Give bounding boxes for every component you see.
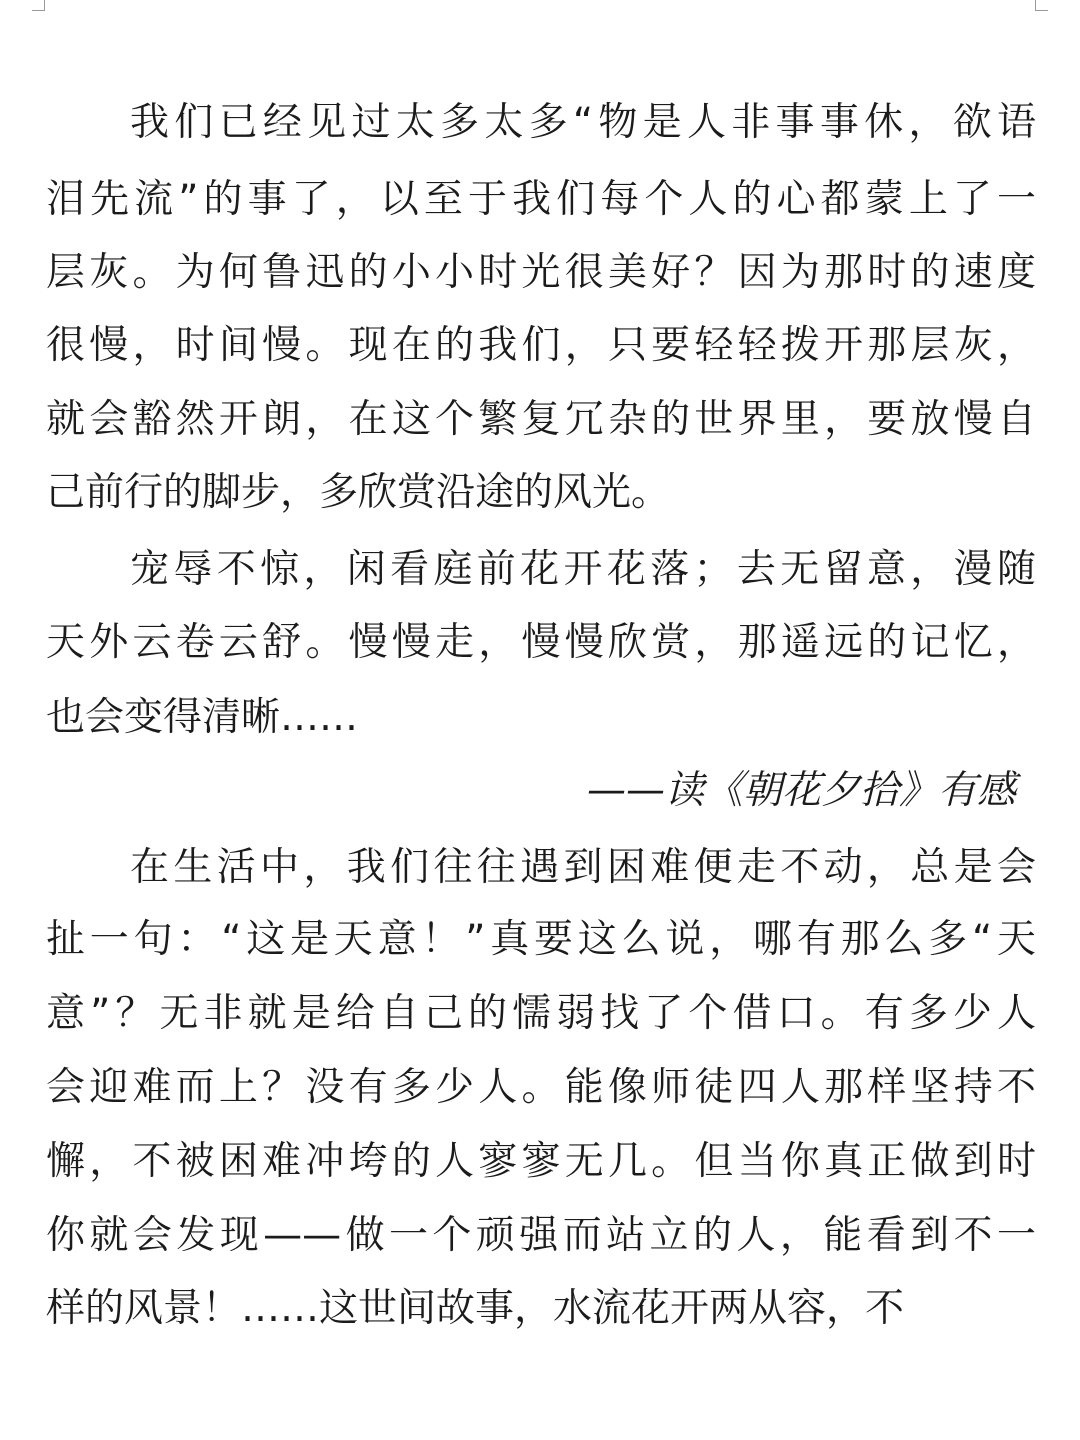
paragraph-line: 己前行的脚步，多欣赏沿途的风光。: [46, 470, 671, 515]
paragraph-line: 天外云卷云舒。慢慢走，慢慢欣赏，那遥远的记忆，: [46, 620, 1036, 665]
paragraph-line: 我们已经见过太多太多“物是人非事事休，欲语: [130, 100, 1036, 145]
paragraph-line: 意”？无非就是给自己的懦弱找了个借口。有多少人: [46, 991, 1036, 1036]
paragraph-line: 也会变得清晰……: [46, 695, 359, 740]
paragraph-line: 样的风景！……这世间故事，水流花开两从容，不: [46, 1286, 905, 1331]
paragraph-line: 就会豁然开朗，在这个繁复冗杂的世界里，要放慢自: [46, 397, 1036, 442]
crop-mark-left: [32, 0, 45, 11]
paragraph-line: 层灰。为何鲁迅的小小时光很美好？因为那时的速度: [46, 250, 1036, 295]
paragraph-line: 会迎难而上？没有多少人。能像师徒四人那样坚持不: [46, 1065, 1036, 1110]
paragraph-line: 你就会发现——做一个顽强而站立的人，能看到不一: [46, 1213, 1036, 1258]
signature-line: ——读《朝花夕拾》有感: [586, 768, 1016, 813]
crop-mark-right: [1035, 0, 1048, 11]
paragraph-line: 扯一句：“这是天意！”真要这么说，哪有那么多“天: [46, 917, 1036, 962]
paragraph-line: 宠辱不惊，闲看庭前花开花落；去无留意，漫随: [130, 547, 1036, 592]
paragraph-line: 泪先流”的事了，以至于我们每个人的心都蒙上了一: [46, 177, 1036, 222]
paragraph-line: 懈，不被困难冲垮的人寥寥无几。但当你真正做到时: [46, 1139, 1036, 1184]
paragraph-line: 很慢，时间慢。现在的我们，只要轻轻拨开那层灰，: [46, 323, 1036, 368]
paragraph-line: 在生活中，我们往往遇到困难便走不动，总是会: [130, 845, 1036, 890]
